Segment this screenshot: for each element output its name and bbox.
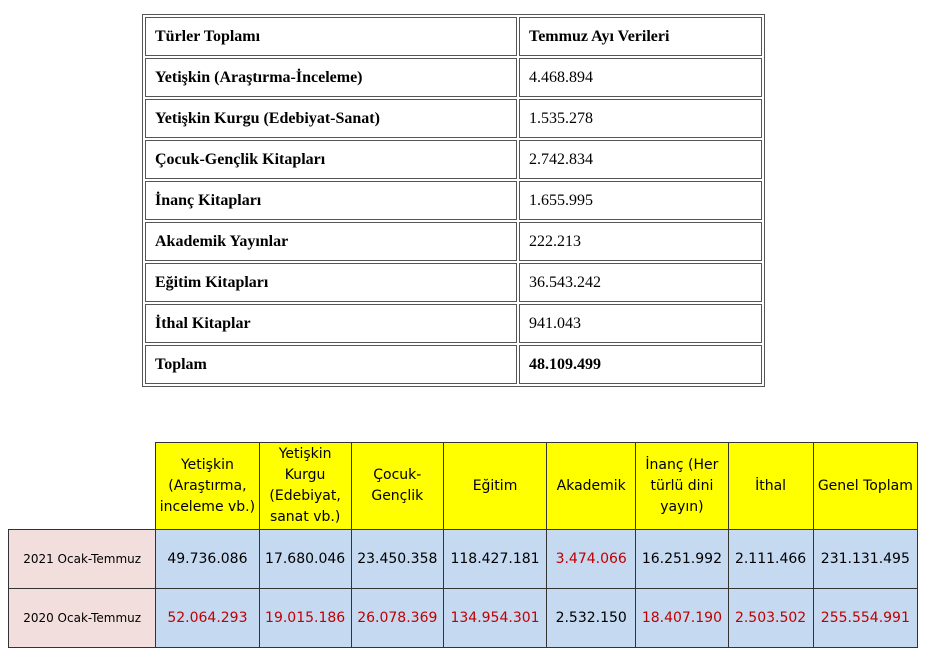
table-row [145,58,762,97]
value-cell: 16.251.992 [636,530,728,589]
period-comparison-table [8,442,918,648]
table-row [145,263,762,302]
value-cell: 134.954.301 [443,589,546,648]
column-header: Yetişkin (Araştırma, inceleme vb.) [156,443,259,530]
table-row [9,589,918,648]
header-july-data: Temmuz Ayı Verileri [519,17,762,56]
table-row [145,304,762,343]
value-cell: 18.407.190 [636,589,728,648]
column-header: Eğitim [443,443,546,530]
value-cell: 231.131.495 [813,530,917,589]
value-cell: 19.015.186 [259,589,351,648]
genre-label: İnanç Kitapları [145,181,517,220]
value-cell: 2.532.150 [547,589,636,648]
column-header: İthal [728,443,813,530]
table-row [9,530,918,589]
value-cell: 2.503.502 [728,589,813,648]
total-label: Toplam [145,345,517,384]
table-row [145,99,762,138]
genre-label: Eğitim Kitapları [145,263,517,302]
genre-label: Akademik Yayınlar [145,222,517,261]
value-cell: 118.427.181 [443,530,546,589]
genre-totals-table [142,14,765,387]
value-cell: 2.111.466 [728,530,813,589]
total-row [145,345,762,384]
genre-value: 222.213 [519,222,762,261]
genre-value: 941.043 [519,304,762,343]
value-cell: 17.680.046 [259,530,351,589]
genre-label: Yetişkin (Araştırma-İnceleme) [145,58,517,97]
header-genre-totals: Türler Toplamı [145,17,517,56]
table-row [145,140,762,179]
value-cell: 3.474.066 [547,530,636,589]
period-label: 2021 Ocak-Temmuz [9,530,156,589]
value-cell: 26.078.369 [351,589,443,648]
table-header-row [9,443,918,530]
column-header: İnanç (Her türlü dini yayın) [636,443,728,530]
total-value: 48.109.499 [519,345,762,384]
genre-label: Yetişkin Kurgu (Edebiyat-Sanat) [145,99,517,138]
genre-value: 4.468.894 [519,58,762,97]
genre-value: 36.543.242 [519,263,762,302]
table-row [145,222,762,261]
table-header-row [145,17,762,56]
genre-value: 1.535.278 [519,99,762,138]
genre-label: Çocuk-Gençlik Kitapları [145,140,517,179]
column-header: Genel Toplam [813,443,917,530]
value-cell: 49.736.086 [156,530,259,589]
period-label: 2020 Ocak-Temmuz [9,589,156,648]
genre-label: İthal Kitaplar [145,304,517,343]
genre-value: 1.655.995 [519,181,762,220]
corner-cell [9,443,156,530]
value-cell: 255.554.991 [813,589,917,648]
value-cell: 23.450.358 [351,530,443,589]
table-row [145,181,762,220]
column-header: Akademik [547,443,636,530]
column-header: Yetişkin Kurgu (Edebiyat, sanat vb.) [259,443,351,530]
column-header: Çocuk-Gençlik [351,443,443,530]
value-cell: 52.064.293 [156,589,259,648]
genre-value: 2.742.834 [519,140,762,179]
